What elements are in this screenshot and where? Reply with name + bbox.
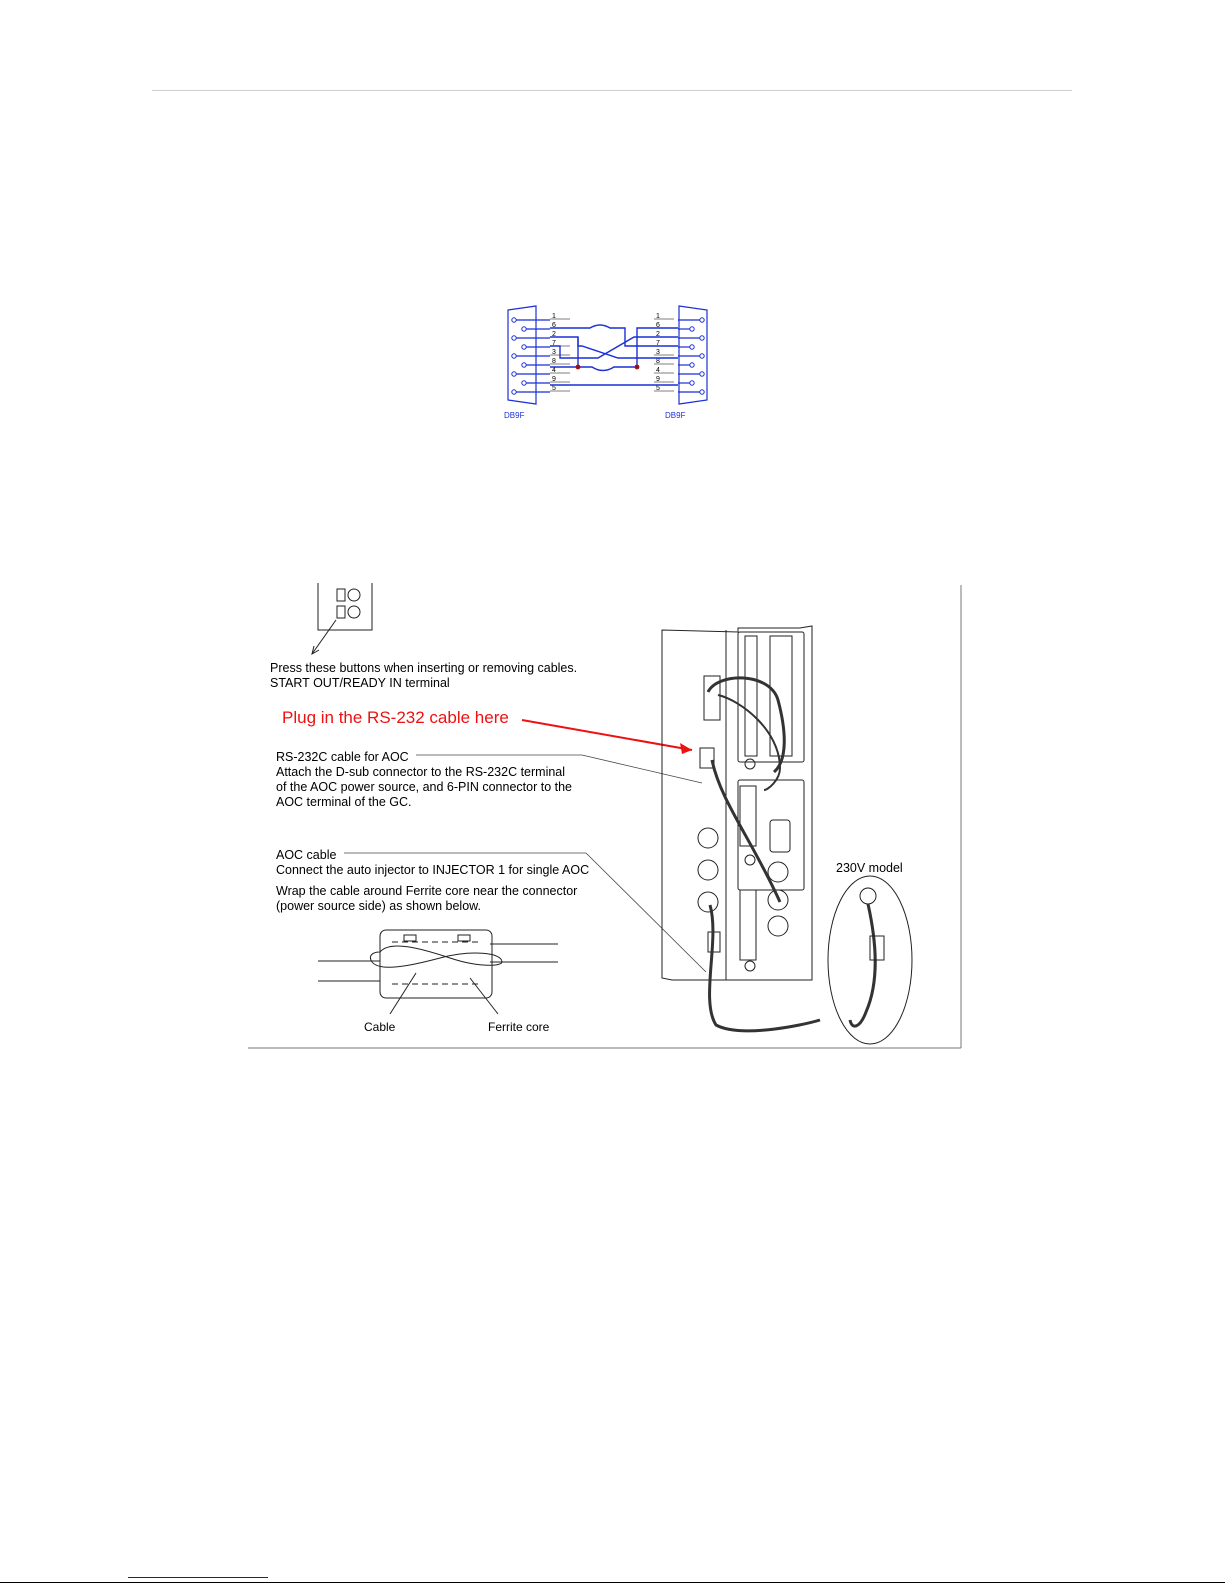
ferrite-line1: Wrap the cable around Ferrite core near the connector bbox=[276, 884, 578, 898]
right-pin-number: 4 bbox=[656, 367, 660, 374]
right-pin-hole bbox=[690, 363, 694, 367]
right-pin-hole bbox=[700, 318, 704, 322]
buttons-note-line1: Press these buttons when inserting or removing cables. bbox=[270, 661, 578, 675]
left-pin-hole bbox=[522, 363, 526, 367]
left-pin-hole bbox=[522, 327, 526, 331]
right-pin-number: 7 bbox=[656, 340, 660, 347]
start-ready-buttons bbox=[312, 583, 372, 654]
db9-wiring-diagram bbox=[500, 300, 715, 425]
left-pin-number: 1 bbox=[552, 313, 556, 320]
cables bbox=[708, 678, 820, 1031]
right-pin-hole bbox=[700, 354, 704, 358]
footer-link[interactable] bbox=[128, 1577, 268, 1578]
right-pin-hole bbox=[690, 327, 694, 331]
right-pin-hole bbox=[690, 381, 694, 385]
left-pin-number: 8 bbox=[552, 358, 556, 365]
left-pin-hole bbox=[522, 381, 526, 385]
right-pin-number: 5 bbox=[656, 385, 660, 392]
model-label: 230V model bbox=[836, 861, 903, 875]
left-pin-hole bbox=[512, 354, 516, 358]
left-pin-number: 4 bbox=[552, 367, 556, 374]
model-230v-inset bbox=[828, 876, 912, 1044]
right-pin-hole bbox=[700, 372, 704, 376]
left-pin-number: 7 bbox=[552, 340, 556, 347]
left-pin-number: 9 bbox=[552, 376, 556, 383]
left-pin-hole bbox=[512, 336, 516, 340]
wiring-rows bbox=[512, 313, 704, 394]
left-pin-number: 6 bbox=[552, 322, 556, 329]
cable-label: Cable bbox=[364, 1020, 396, 1034]
right-pin-number: 2 bbox=[656, 331, 660, 338]
right-connector-label: DB9F bbox=[665, 411, 686, 420]
ferrite-core-drawing bbox=[318, 930, 558, 1014]
right-pin-number: 9 bbox=[656, 376, 660, 383]
rs232-line2: of the AOC power source, and 6-PIN connector to the bbox=[276, 780, 572, 794]
right-junction bbox=[635, 365, 640, 370]
right-pin-number: 3 bbox=[656, 349, 660, 356]
left-pin-hole bbox=[522, 345, 526, 349]
ferrite-line2: (power source side) as shown below. bbox=[276, 899, 481, 913]
right-pin-number: 1 bbox=[656, 313, 660, 320]
aoc-line1: Connect the auto injector to INJECTOR 1 for single AOC bbox=[276, 863, 590, 877]
plug-callout: Plug in the RS-232 cable here bbox=[282, 708, 509, 727]
aoc-title: AOC cable bbox=[276, 848, 337, 862]
rs232-title: RS-232C cable for AOC bbox=[276, 750, 409, 764]
ferrite-label: Ferrite core bbox=[488, 1020, 550, 1034]
plug-callout-arrow bbox=[522, 720, 692, 754]
left-pin-hole bbox=[512, 372, 516, 376]
left-connector-label: DB9F bbox=[504, 411, 525, 420]
right-pin-hole bbox=[690, 345, 694, 349]
right-pin-number: 6 bbox=[656, 322, 660, 329]
left-pin-number: 5 bbox=[552, 385, 556, 392]
left-pin-number: 2 bbox=[552, 331, 556, 338]
left-junction bbox=[576, 365, 581, 370]
left-pin-hole bbox=[512, 318, 516, 322]
right-pin-hole bbox=[700, 390, 704, 394]
footer-rule bbox=[0, 1582, 1225, 1583]
rs232-line3: AOC terminal of the GC. bbox=[276, 795, 412, 809]
right-pin-hole bbox=[700, 336, 704, 340]
buttons-note-line2: START OUT/READY IN terminal bbox=[270, 676, 450, 690]
installation-illustration bbox=[240, 580, 965, 1055]
left-pin-hole bbox=[512, 390, 516, 394]
header-rule bbox=[152, 90, 1072, 91]
rs232-line1: Attach the D-sub connector to the RS-232C terminal bbox=[276, 765, 566, 779]
right-db9-shell bbox=[679, 306, 707, 404]
right-pin-number: 8 bbox=[656, 358, 660, 365]
left-pin-number: 3 bbox=[552, 349, 556, 356]
